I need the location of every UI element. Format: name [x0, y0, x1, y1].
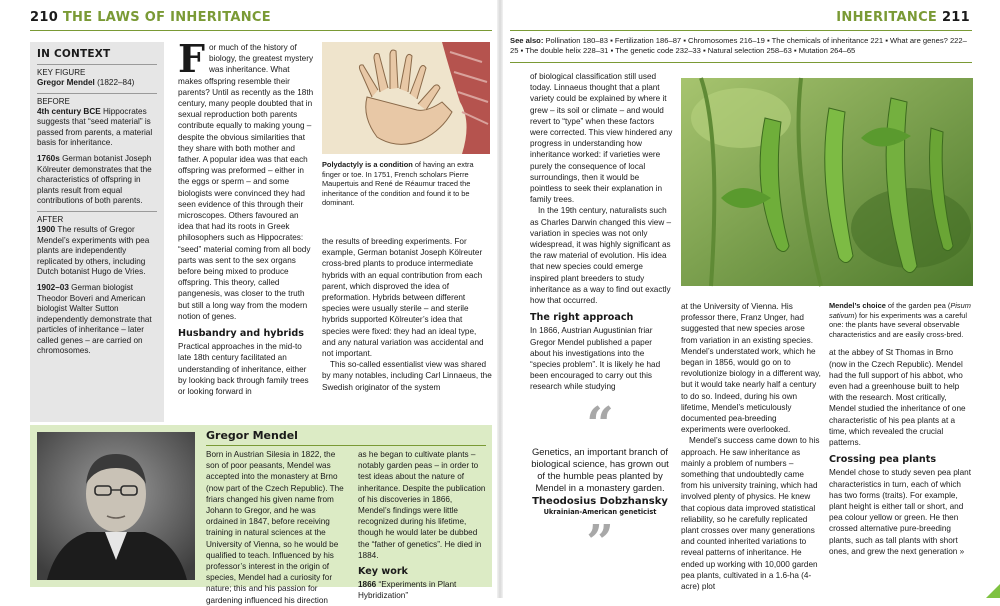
- quote-author: Theodosius Dobzhansky: [532, 496, 668, 507]
- illustration-caption: [322, 160, 490, 208]
- photo-caption: [829, 301, 973, 339]
- bio-title-rule: [206, 445, 486, 446]
- bio-column-2: [358, 449, 486, 601]
- right-header-rule: [510, 30, 972, 31]
- after-1-date: 1900: [37, 224, 56, 234]
- pea-plant-photo: [681, 78, 973, 286]
- see-also-label: See also:: [510, 36, 544, 45]
- after-2-date: 1902–03: [37, 282, 69, 292]
- book-gutter: [497, 0, 503, 598]
- after-2-text: German biologist Theodor Boveri and American biologist Walter Sutton independently demonstrate that particles of inheritance – later called genes – are carried on chromosomes.: [37, 282, 152, 356]
- mendel-portrait: [37, 432, 195, 580]
- portrait-icon: [37, 432, 195, 580]
- key-work-year: 1866: [358, 580, 377, 590]
- before-label: BEFORE: [37, 96, 70, 106]
- key-figure-label: KEY FIGURE: [37, 68, 86, 77]
- key-work-heading: Key work: [358, 566, 408, 578]
- bio-paragraph-2: as he began to cultivate plants – notably garden peas – in order to test ideas about the nature of inheritance. Despite the publication of his discoveries in 1866, Mendel’s findings were little recognized during his lifetime, though he would later be dubbed the “father of genetics”. He died in 1884.: [358, 450, 486, 560]
- close-quote-mark: ”: [586, 515, 614, 571]
- before-1-date: 4th century BCE: [37, 106, 101, 116]
- see-also-rule: [510, 62, 972, 63]
- before-1-text: Hippocrates suggests that “seed material” is passed from parents, a material basis for inheritance.: [37, 106, 153, 148]
- in-context-box: [30, 42, 164, 422]
- before-entry-1: [37, 107, 157, 149]
- key-work-title: “Experiments in Plant Hybridization”: [358, 580, 457, 601]
- breeding-paragraph: the results of breeding experiments. For example, German botanist Joseph Kölreuter cross-bred plants to produce intermediate hybrids with an equal contribution from each parent, which disproved the idea of preformation. Hybrids between different species were usually sterile – and sterile hybrids supported Kölreuter’s idea that species were fixed: they had an ideal type, and any natural variation was accidental and not important.: [322, 237, 484, 359]
- hand-drawing-icon: [322, 42, 490, 154]
- right-approach-paragraph: In 1866, Austrian Augustinian friar Gregor Mendel published a paper about his investigations into the “species problem”. It is likely he had been encouraged to carry out this research while studying: [530, 326, 661, 392]
- before-entry-2: [37, 154, 157, 207]
- page-corner-marker: [986, 584, 1000, 598]
- pea-pods-icon: [681, 78, 973, 286]
- bio-title: Gregor Mendel: [206, 429, 298, 442]
- key-figure-dates: (1822–84): [97, 78, 135, 87]
- numbers-paragraph: Mendel’s success came down to his approach. He saw inheritance as mainly a problem of numbers – something that undoubtedly came from his university training, which had involved plenty of physics. He knew that copious data improved statistical reliability, so he carefully replicated plant crosses over many generations and counted inherited variations to reveal patterns of inheritance. He ended up working with 10,000 garden pea plants, cultivated in a 1.6-ha (4-acre) plot: [681, 436, 820, 592]
- body-column-1: [178, 36, 314, 422]
- see-also-text: Pollination 180–83 ▪ Fertilization 186–87 ▪ Chromosomes 216–19 ▪ The chemicals of inheritance 221 ▪ What are genes? 222–25 ▪ The double helix 228–31 ▪ The genetic code 232–33 ▪ Natural selection 258–63 ▪ Mutation 264–65: [510, 36, 967, 55]
- right-page-number: 211: [941, 10, 970, 25]
- in-context-heading: IN CONTEXT: [37, 48, 111, 60]
- photo-caption-species: Pisum sativum: [829, 301, 971, 320]
- quote-author-role: Ukrainian-American geneticist: [543, 508, 657, 516]
- left-header-rule: [30, 30, 492, 31]
- unger-paragraph: at the University of Vienna. His professor there, Franz Unger, had suggested that new species arose from variation in an existing species. Mendel’s understated work, which he began in 1856, would go on to revolutionize biology in a different way, but it would take nearly half a century to do so. Indeed, during his own lifetime, Mendel’s meticulously documented pea-breeding experiments were overlooked.: [681, 302, 821, 435]
- after-entry-2: [37, 283, 157, 357]
- left-section-title: THE LAWS OF INHERITANCE: [62, 10, 271, 25]
- bio-paragraph-1: Born in Austrian Silesia in 1822, the son of poor peasants, Mendel was accepted into the monastery at Brno (now part of the Czech Republic). The friars changed his given name from Johann to Gregor, and he was ordained in 1847, before receiving training in natural sciences at the University of Vienna, so he would be qualified to teach. Influenced by his professor’s interest in the origin of species, Mendel had a curiosity for nature; this and his passion for gardening influenced his direction: [206, 450, 344, 605]
- subhead-crossing-pea-plants: Crossing pea plants: [829, 454, 937, 466]
- husbandry-paragraph: Practical approaches in the mid-to late 18th century facilitated an understanding of inheritance, either by looking back through family trees or looking forward in: [178, 342, 309, 397]
- drop-cap: F: [178, 36, 205, 81]
- polydactyly-illustration: [322, 42, 490, 154]
- body-column-3: [530, 71, 673, 391]
- subhead-husbandry: Husbandry and hybrids: [178, 328, 304, 340]
- essentialist-paragraph: This so-called essentialist view was shared by many notables, including Carl Linnaeus, the Swedish originator of the system: [322, 360, 492, 392]
- after-1-text: The results of Gregor Mendel’s experiments with pea plants are independently replicated by others, including Dutch botanist Hugo de Vries.: [37, 224, 150, 277]
- divider: [37, 93, 157, 94]
- right-page-header: [836, 10, 970, 25]
- caption-lead: Polydactyly is a condition: [322, 160, 413, 169]
- linnaeus-paragraph: of biological classification still used today. Linnaeus thought that a plant variety could be explained by where it grew – its soil or climate – and would revert to “type” when these factors were corrected. This view hindered any progress in understanding how inheritance worked: if varieties were purely the consequence of local surroundings, then it would be pointless to seek their explanation in family trees.: [530, 72, 673, 205]
- key-work-entry: [358, 579, 486, 601]
- body-column-5: [829, 301, 973, 587]
- abbey-paragraph: at the abbey of St Thomas in Brno (now in the Czech Republic). Mendel had the full support of his abbot, who even had a greenhouse built to help with the research. Most critically, Mendel studied the inheritance of one characteristic of his pea plants at a time, which revealed the crucial patterns.: [829, 348, 966, 447]
- body-column-2: [322, 236, 492, 422]
- body-column-4: [681, 301, 821, 592]
- bio-column-1: [206, 449, 346, 605]
- left-page-header: [30, 10, 271, 25]
- open-quote-mark: “: [586, 397, 614, 453]
- gregor-mendel-bio-box: [30, 425, 492, 605]
- divider: [37, 64, 157, 65]
- intro-text: or much of the history of biology, the greatest mystery was inheritance. What makes offspring resemble their parents? Until as recently as the 18th century, many people doubted that in sexual reproduction both parents contribute equally to making young – despite the obvious similarities that they share with both mother and father. A popular idea was that each offspring was preformed – either in the eggs or sperm – and some biologists were convinced they had seen evidence of this through their microscopes. Others favoured an idea that had its roots in Greek philosophers such as Hippocrates: “seed” material coming from all body parts was sent to the sex organs before being mixed to produce offspring. This theory, called pangenesis, was closer to the truth but still a long way from the modern notion of genes.: [178, 43, 314, 321]
- subhead-right-approach: The right approach: [530, 312, 634, 324]
- intro-paragraph: [178, 36, 314, 322]
- caption-text: of having an extra finger or toe. In 1751, French scholars Pierre Maupertuis and René de Réaumur traced the inheritance of the condition and found it to be dominant.: [322, 160, 474, 208]
- divider: [37, 211, 157, 212]
- pull-quote: [530, 397, 670, 571]
- after-label: AFTER: [37, 214, 64, 224]
- before-2-date: 1760s: [37, 153, 60, 163]
- left-page-number: 210: [30, 10, 59, 25]
- before-2-text: German botanist Joseph Kölreuter demonstrates that the characteristics of offspring in plants result from equal contributions of both parents.: [37, 153, 152, 206]
- right-section-title: INHERITANCE: [836, 10, 938, 25]
- darwin-paragraph: In the 19th century, naturalists such as Charles Darwin changed this view – variation in species was not only widespread, it was highly significant as the raw material of evolution. His idea that new species could emerge inspired plant breeders to study inheritance as a way to find out exactly how that occurred.: [530, 206, 672, 306]
- photo-caption-text-1: of the garden pea (: [885, 301, 951, 310]
- key-figure-name: Gregor Mendel: [37, 78, 95, 87]
- photo-caption-text-2: ) for his experiments was a careful one: the plants have several observable characteristics and are easily cross-bred.: [829, 310, 968, 339]
- key-figure: [37, 78, 157, 89]
- photo-caption-lead: Mendel’s choice: [829, 301, 886, 310]
- quote-text: Genetics, an important branch of biological science, has grown out of the humble peas planted by Mendel in a monastery garden.: [531, 446, 669, 493]
- crossing-paragraph: Mendel chose to study seven pea plant characteristics in turn, each of which has two forms (traits). For example, plant height is either tall or short, and pea colour yellow or green. He then crossed alternative pure-breeding plants, such as tall plants with short ones, and grew the next generation »: [829, 468, 972, 556]
- after-entry-1: [37, 225, 157, 278]
- see-also-line: [510, 36, 972, 56]
